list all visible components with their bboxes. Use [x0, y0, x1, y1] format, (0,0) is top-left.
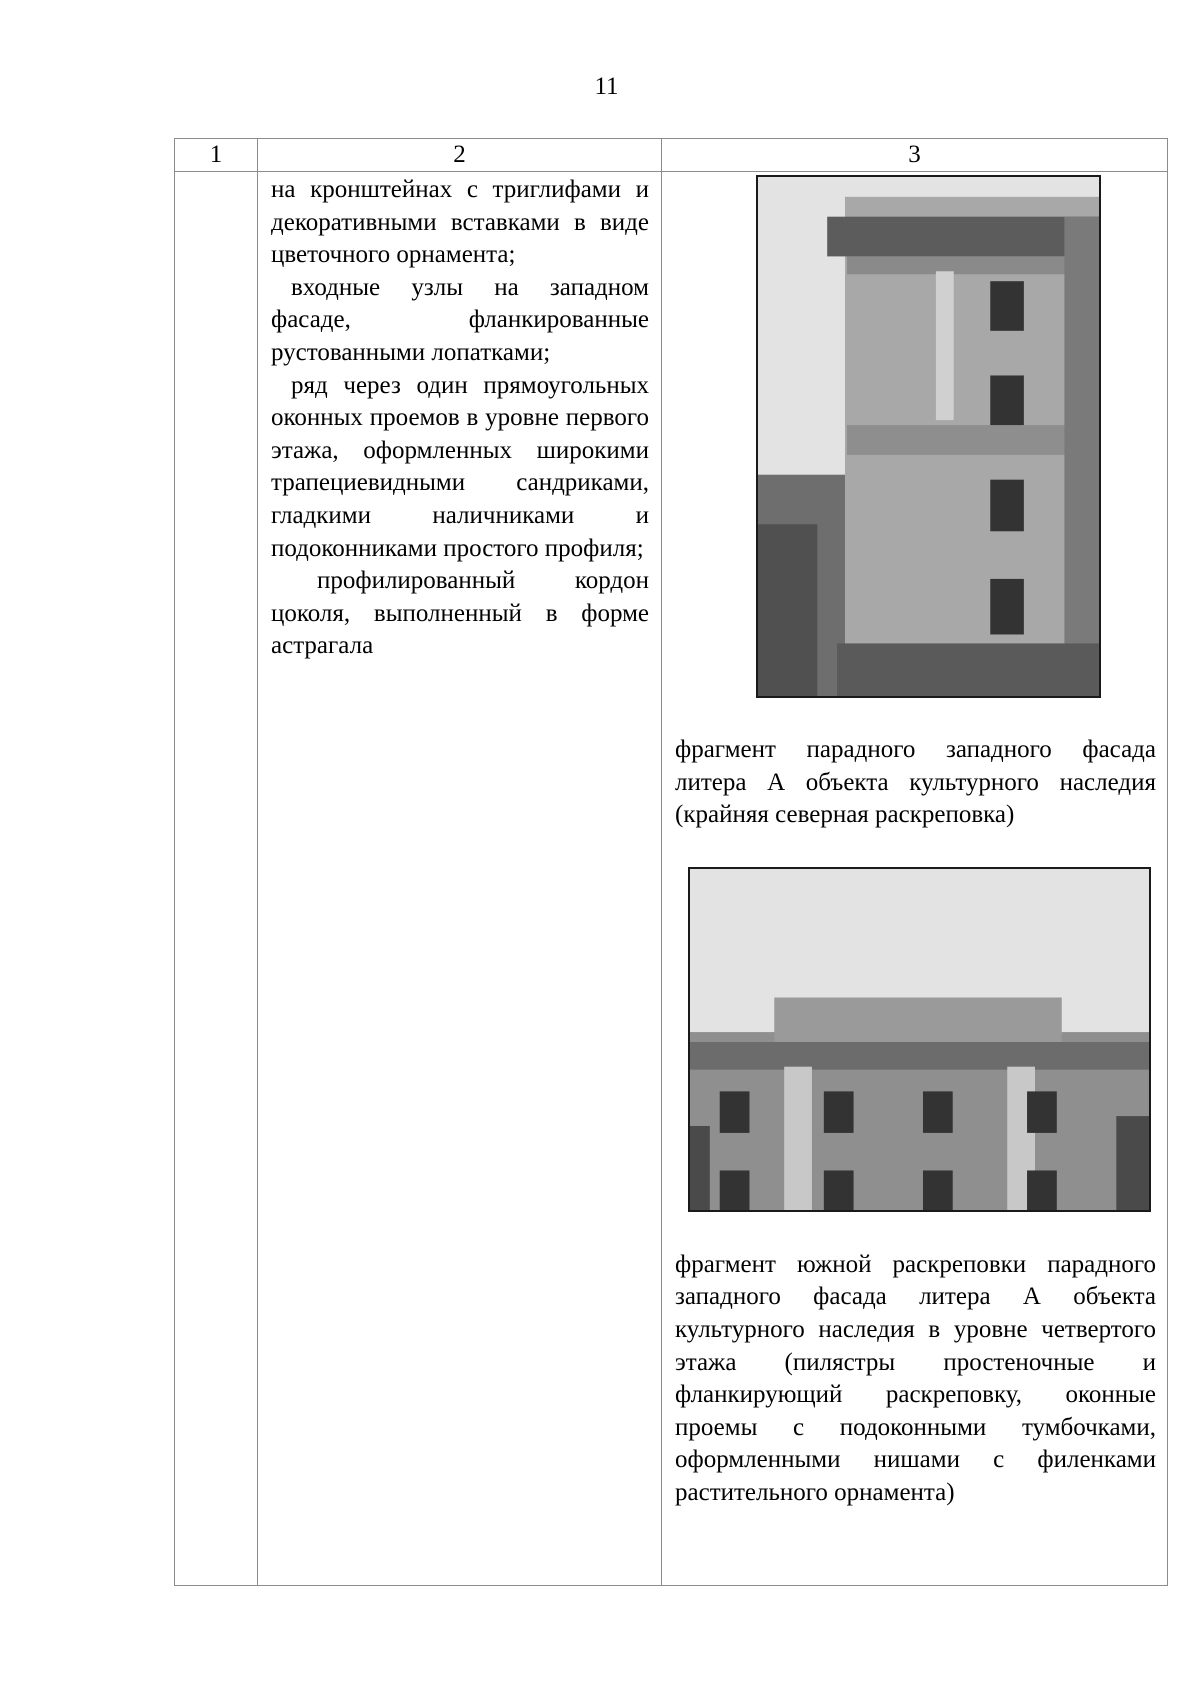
- header-col-2: 2: [258, 139, 662, 172]
- facade-photo-south-image: [690, 869, 1149, 1210]
- photo-south-caption: фрагмент южной раскреповки парадного западного фасада литера А объекта культурного наследия в уровне четвертого этажа (пилястры простеночные и фланкирующий раскреповку, оконные проемы с подоконными тумбочками, оформленными нишами с филенками растительного орнамента): [675, 1250, 1156, 1506]
- header-row: [175, 139, 1168, 172]
- cell-col-1: [175, 172, 258, 1586]
- facade-photo-north: [756, 175, 1101, 698]
- description-paragraph-4: профилированный кордон цоколя, выполненный в форме астрагала: [271, 567, 649, 660]
- facade-photo-south: [688, 867, 1151, 1212]
- photo-north-caption: фрагмент парадного западного фасада литера А объекта культурного наследия (крайняя северная раскреповка): [675, 736, 1156, 829]
- cell-col-3: [662, 172, 1168, 1586]
- header-col-3: 3: [662, 139, 1168, 172]
- facade-photo-north-image: [758, 177, 1099, 696]
- description-paragraph-3: ряд через один прямоугольных оконных проемов в уровне первого этажа, оформленных широкими трапециевидными сандриками, гладкими наличниками и подоконниками простого профиля;: [271, 371, 649, 562]
- header-col-1: 1: [175, 139, 258, 172]
- content-row: [175, 172, 1168, 1586]
- monument-table: [174, 138, 1168, 1586]
- description-paragraph-2: входные узлы на западном фасаде, фланкированные рустованными лопатками;: [271, 273, 649, 366]
- page-number: 11: [594, 73, 619, 100]
- cell-col-2: [258, 172, 662, 1586]
- description-paragraph-1: на кронштейнах с триглифами и декоративными вставками в виде цветочного орнамента;: [271, 176, 649, 269]
- description-text: [271, 174, 649, 663]
- spacer: [675, 832, 1156, 867]
